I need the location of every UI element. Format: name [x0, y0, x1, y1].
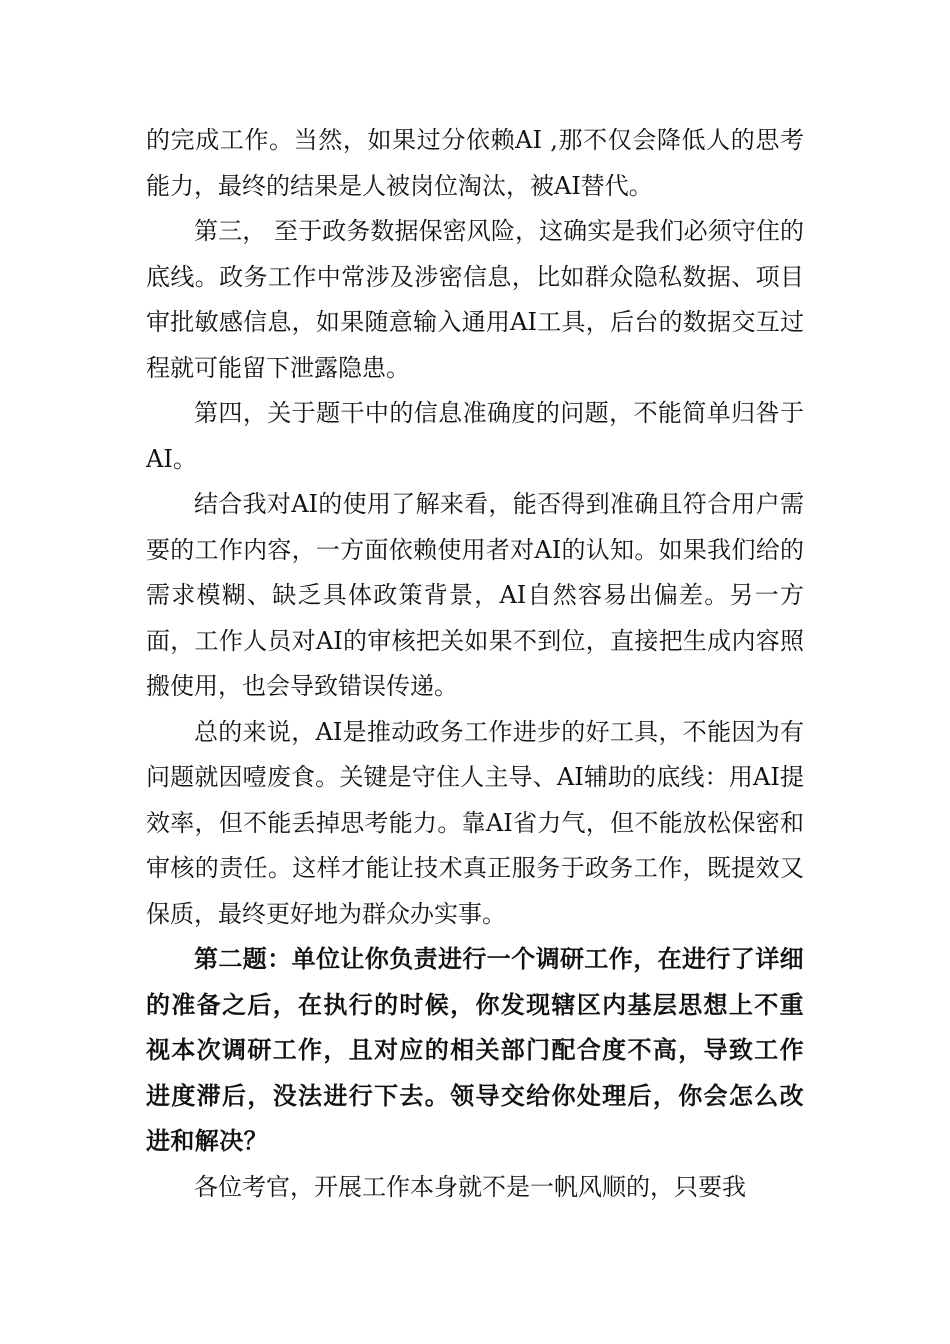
- paragraph-third-point: 第三， 至于政务数据保密风险，这确实是我们必须守住的底线。政务工作中常涉及涉密信息，比如群众隐私数据、项目审批敏感信息，如果随意输入通用AI工具，后台的数据交互过程就可能留下泄露隐患。: [146, 217, 804, 382]
- paragraph-ai-usage: 结合我对AI的使用了解来看，能否得到准确且符合用户需要的工作内容，一方面依赖使用者对AI的认知。如果我们给的需求模糊、缺乏具体政策背景，AI自然容易出偏差。另一方面，工作人员对AI的审核把关如果不到位，直接把生成内容照搬使用，也会导致错误传递。: [146, 490, 804, 700]
- paragraph-continuation: 的完成工作。当然，如果过分依赖AI ,那不仅会降低人的思考能力，最终的结果是人被岗位淘汰，被AI替代。: [146, 126, 804, 200]
- paragraph-summary: 总的来说，AI是推动政务工作进步的好工具，不能因为有问题就因噎废食。关键是守住人主导、AI辅助的底线：用AI提效率，但不能丢掉思考能力。靠AI省力气，但不能放松保密和审核的责任。这样才能让技术真正服务于政务工作，既提效又保质，最终更好地为群众办实事。: [146, 717, 804, 928]
- document-body: [146, 118, 804, 1210]
- question-heading: 第二题：单位让你负责进行一个调研工作，在进行了详细的准备之后，在执行的时候，你发现辖区内基层思想上不重视本次调研工作，且对应的相关部门配合度不高，导致工作进度滞后，没法进行下去。领导交给你处理后，你会怎么改进和解决？: [146, 945, 804, 1155]
- paragraph-answer-start: 各位考官，开展工作本身就不是一帆风顺的，只要我: [194, 1172, 746, 1201]
- paragraph-fourth-point: 第四，关于题干中的信息准确度的问题，不能简单归咎于AI。: [146, 399, 804, 473]
